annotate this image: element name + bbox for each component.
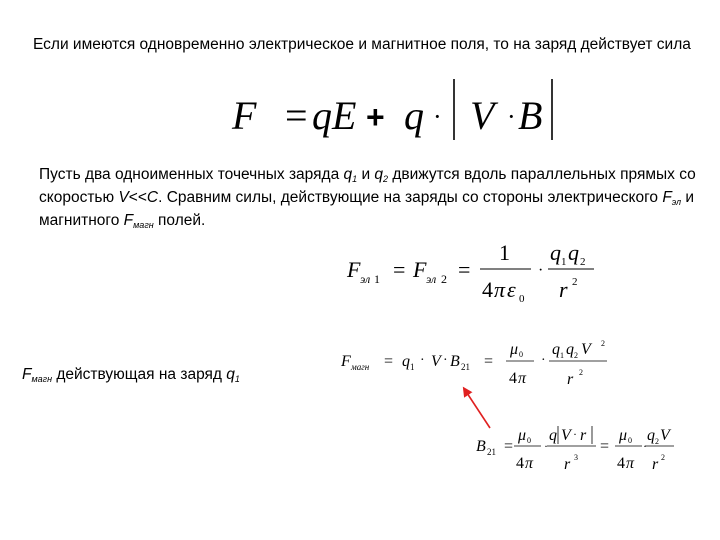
svg-text:q: q: [404, 93, 424, 138]
svg-text:F: F: [232, 93, 257, 138]
svg-text:21: 21: [461, 362, 470, 372]
svg-text:1: 1: [499, 240, 510, 265]
magnetic-force-note: $F_{магн}$ действующая на заряд $q_1$: [22, 366, 240, 384]
svg-text:0: 0: [628, 436, 632, 445]
svg-text:2: 2: [655, 437, 659, 446]
svg-text:2: 2: [579, 368, 583, 377]
svg-text:магн: магн: [351, 362, 370, 372]
svg-text:2: 2: [572, 276, 578, 288]
svg-text:·: ·: [541, 353, 546, 368]
svg-text:=: =: [458, 257, 471, 282]
svg-text:B: B: [518, 93, 543, 138]
svg-text:B: B: [476, 438, 486, 455]
svg-text:+: +: [366, 99, 385, 135]
svg-text:r: r: [580, 427, 587, 444]
svg-text:21: 21: [487, 447, 496, 457]
svg-text:=: =: [285, 93, 308, 138]
svg-text:μ: μ: [619, 427, 628, 444]
svg-text:·: ·: [433, 102, 442, 131]
svg-text:π: π: [525, 455, 534, 472]
svg-text:эл: эл: [360, 272, 371, 286]
svg-text:π: π: [518, 370, 527, 387]
svg-text:=: =: [384, 353, 394, 370]
svg-text:1: 1: [374, 272, 380, 286]
svg-text:3: 3: [574, 453, 578, 462]
paragraph-text: Пусть два одноименных точечных заряда $q_1$ и $q_2$ движутся вдоль параллельных прямых со скоростью V<<C. Сравним силы, действующие на заряды со стороны электрического $F_{эл}$ и магнитного $F_{магн}$ полей.: [39, 166, 696, 230]
svg-text:r: r: [652, 456, 659, 473]
svg-text:=: =: [504, 438, 514, 455]
svg-text:B: B: [450, 353, 460, 370]
svg-text:·: ·: [420, 353, 425, 368]
svg-text:4: 4: [516, 455, 524, 472]
svg-text:F: F: [341, 353, 351, 370]
svg-text:q: q: [647, 427, 655, 444]
svg-text:1: 1: [560, 351, 564, 360]
svg-text:0: 0: [519, 293, 525, 305]
svg-text:=: =: [484, 353, 494, 370]
svg-text:r: r: [567, 371, 574, 388]
svg-text:ε: ε: [507, 277, 516, 302]
svg-text:4: 4: [617, 455, 625, 472]
svg-text:r: r: [564, 456, 571, 473]
svg-text:F: F: [347, 257, 361, 282]
svg-text:V: V: [561, 427, 571, 444]
svg-text:=: =: [393, 257, 406, 282]
svg-text:4: 4: [482, 277, 493, 302]
svg-text:V: V: [470, 93, 495, 138]
svg-text:V: V: [431, 353, 441, 370]
svg-text:0: 0: [519, 350, 523, 359]
svg-text:·: ·: [538, 262, 544, 279]
svg-text:μ: μ: [518, 427, 527, 444]
svg-text:F: F: [413, 257, 427, 282]
svg-text:q: q: [549, 427, 557, 444]
svg-text:=: =: [600, 438, 610, 455]
svg-text:·: ·: [544, 439, 548, 453]
svg-text:2: 2: [574, 351, 578, 360]
svg-text:V: V: [581, 341, 591, 358]
svg-text:2: 2: [441, 272, 447, 286]
svg-text:μ: μ: [510, 341, 519, 358]
svg-text:·: ·: [573, 427, 577, 441]
svg-text:r: r: [559, 277, 568, 302]
svg-text:q: q: [568, 240, 579, 265]
svg-text:q: q: [402, 353, 410, 370]
svg-text:q: q: [552, 341, 560, 358]
svg-text:·: ·: [443, 353, 448, 368]
svg-text:π: π: [626, 455, 635, 472]
svg-text:4: 4: [509, 370, 517, 387]
svg-text:1: 1: [561, 256, 567, 268]
svg-text:2: 2: [580, 256, 586, 268]
svg-text:·: ·: [507, 102, 516, 131]
svg-text:эл: эл: [426, 272, 437, 286]
svg-text:V: V: [660, 427, 670, 444]
svg-text:q: q: [550, 240, 561, 265]
intro-text: Если имеются одновременно электрическое и магнитное поля, то на заряд действует сила: [33, 36, 691, 53]
svg-text:0: 0: [527, 436, 531, 445]
svg-text:·: ·: [643, 439, 647, 453]
svg-text:2: 2: [601, 339, 605, 348]
svg-text:qE: qE: [312, 93, 357, 138]
svg-text:1: 1: [410, 362, 415, 372]
svg-text:q: q: [566, 341, 574, 358]
svg-text:π: π: [494, 277, 506, 302]
svg-text:2: 2: [661, 453, 665, 462]
